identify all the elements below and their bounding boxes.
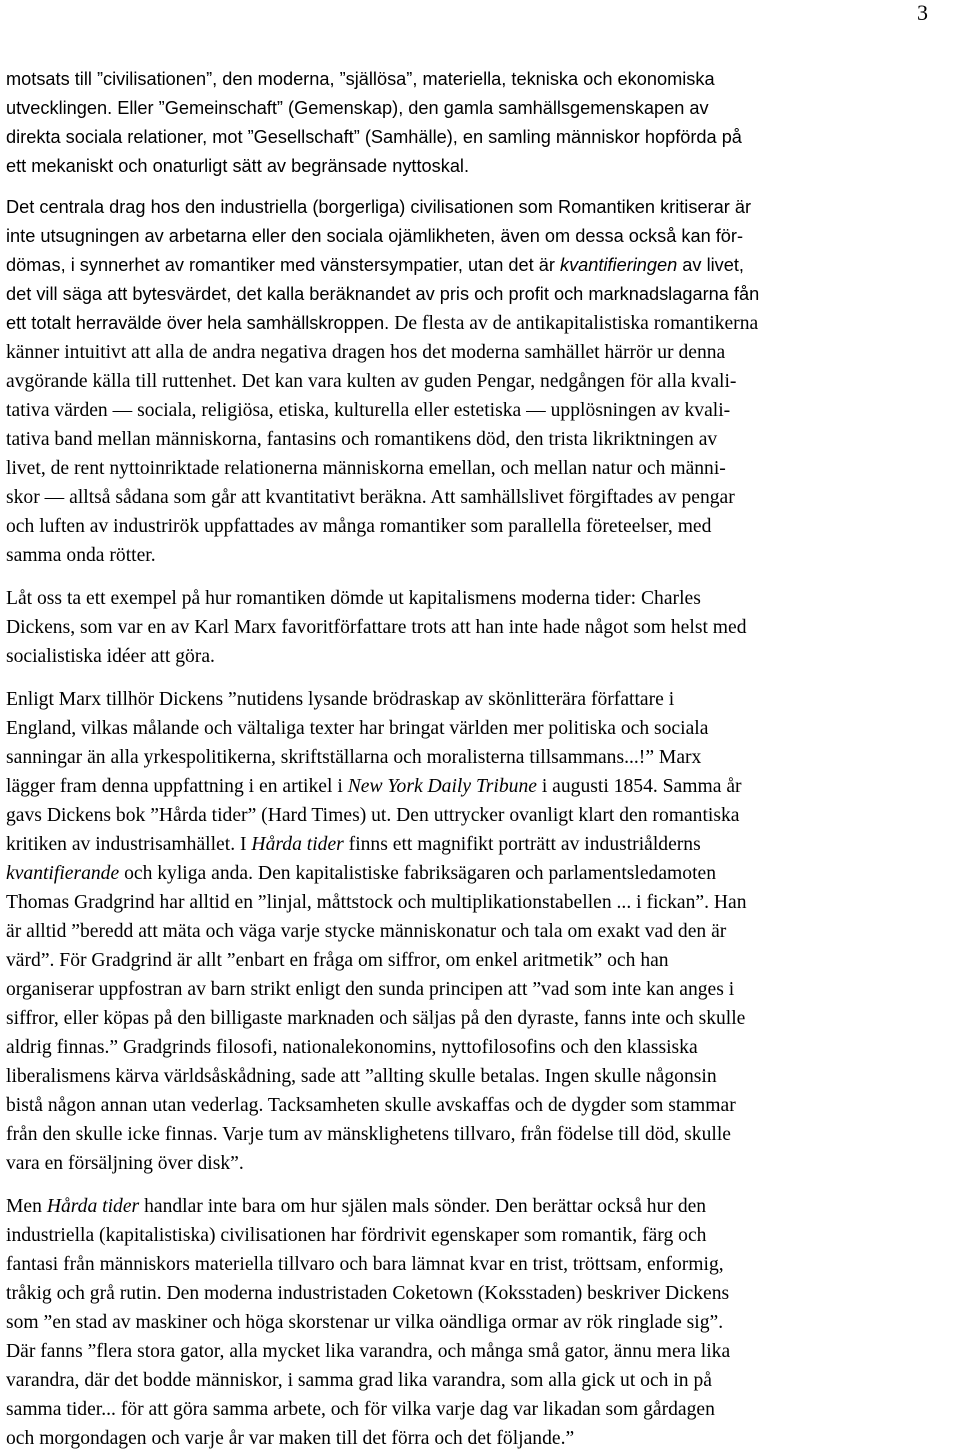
text-line: motsats till ”civilisationen”, den moderna, ”själlösa”, materiella, tekniska och ekonomiska	[6, 69, 715, 89]
paragraph-3	[6, 584, 958, 671]
text-line: ett mekaniskt och onaturligt sätt av begränsade nyttoskal.	[6, 156, 470, 176]
text-line: organiserar uppfostran av barn strikt enligt den sunda principen att ”vad som inte kan anges i	[6, 979, 735, 1000]
text-line: socialistiska idéer att göra.	[6, 646, 215, 667]
text-line: skor — alltså sådana som går att kvantitativt beräkna. Att samhällslivet förgiftades av pengar	[6, 487, 735, 508]
text-line: England, vilkas målande och vältaliga texter har bringat världen mer politiska och sociala	[6, 718, 709, 739]
text-line: samma tider... för att göra samma arbete, och för vilka varje dag var likadan som gårdagen	[6, 1399, 715, 1420]
text-line: Där fanns ”flera stora gator, alla mycket lika varandra, och många små gator, ännu mera lika	[6, 1341, 731, 1362]
text-line: Enligt Marx tillhör Dickens ”nutidens lysande brödraskap av skönlitterära författare i	[6, 689, 675, 710]
document-body	[6, 65, 958, 1453]
text-line: och luften av industrirök uppfattades av många romantiker som parallella företeelser, med	[6, 516, 712, 537]
page-number: 3	[917, 0, 928, 25]
text-line: liberalismens kärva världsåskådning, sade att ”allting skulle betalas. Ingen skulle någonsin	[6, 1066, 717, 1087]
text-line: sanningar än alla yrkespolitikerna, skriftställarna och moralisterna tillsammans...!” Marx	[6, 747, 702, 768]
text-line: Det centrala drag hos den industriella (borgerliga) civilisationen som Romantiken kritiserar är	[6, 197, 752, 217]
text-line: känner intuitivt att alla de andra negativa dragen hos det moderna samhället härrör ur denna	[6, 342, 726, 363]
paragraph-2	[6, 193, 958, 570]
text-line: gavs Dickens bok ”Hårda tider” (Hard Times) ut. Den uttrycker ovanligt klart den romantiska	[6, 805, 740, 826]
paragraph-1	[6, 65, 958, 181]
text-line: vara en försäljning över disk”.	[6, 1153, 244, 1174]
text-line: som ”en stad av maskiner och höga skorstenar ur vilka oändliga ormar av rök ringlade sig”.	[6, 1312, 724, 1333]
text-line: värd”. För Gradgrind är allt ”enbart en fråga om siffror, om enkel aritmetik” och han	[6, 950, 669, 971]
paragraph-5	[6, 1192, 958, 1453]
text-line: tativa värden — sociala, religiösa, etiska, kulturella eller estetiska — upplösningen av kvali-	[6, 400, 731, 421]
text-line: livet, de rent nyttoinriktade relationerna människorna emellan, och mellan natur och männi-	[6, 458, 726, 479]
text-line: och morgondagen och varje år var maken till det förra och det följande.”	[6, 1428, 575, 1449]
text-line: samma onda rötter.	[6, 545, 156, 566]
text-line: varandra, där det bodde människor, i samma grad lika varandra, som alla gick ut och in på	[6, 1370, 712, 1391]
text-line: är alltid ”beredd att mäta och väga varje stycke människonatur och tala om exakt vad den är	[6, 921, 727, 942]
text-line: det vill säga att bytesvärdet, det kalla beräknandet av pris och profit och marknadslagarna fån	[6, 284, 760, 304]
text-line: tativa band mellan människorna, fantasins och romantikens död, den trista likriktningen av	[6, 429, 718, 450]
text-line: kvantifierande och kyliga anda. Den kapitalistiske fabriksägaren och parlamentsledamoten	[6, 863, 717, 884]
text-line: direkta sociala relationer, mot ”Gesellschaft” (Samhälle), en samling människor hopförda på	[6, 127, 742, 147]
text-line: lägger fram denna uppfattning i en artikel i New York Daily Tribune i augusti 1854. Samma år	[6, 776, 742, 797]
text-line: bistå någon annan utan vederlag. Tacksamheten skulle avskaffas och de dygder som stammar	[6, 1095, 736, 1116]
text-line: siffror, eller köpas på den billigaste marknaden och säljas på den dyraste, fanns inte och skulle	[6, 1008, 746, 1029]
text-line: ett totalt herravälde över hela samhällskroppen. De flesta av de antikapitalistiska romantikerna	[6, 313, 759, 334]
text-line: aldrig finnas.” Gradgrinds filosofi, nationalekonomins, nyttofilosofins och den klassiska	[6, 1037, 698, 1058]
text-line: kritiken av industrisamhället. I Hårda tider finns ett magnifikt porträtt av industriålderns	[6, 834, 701, 855]
text-line: tråkig och grå rutin. Den moderna industristaden Coketown (Koksstaden) beskriver Dickens	[6, 1283, 730, 1304]
text-line: fantasi från människors materiella tillvaro och bara lämnat kvar en trist, tröttsam, enformig,	[6, 1254, 724, 1275]
text-line: avgörande källa till ruttenhet. Det kan vara kulten av guden Pengar, nedgången för alla kvali-	[6, 371, 737, 392]
text-line: dömas, i synnerhet av romantiker med vänstersympatier, utan det är kvantifieringen av livet,	[6, 255, 744, 275]
text-line: från den skulle icke finnas. Varje tum av mänsklighetens tillvaro, från födelse till död, skulle	[6, 1124, 731, 1145]
text-line: Men Hårda tider handlar inte bara om hur själen mals sönder. Den berättar också hur den	[6, 1196, 707, 1217]
text-line: Thomas Gradgrind har alltid en ”linjal, måttstock och multiplikationstabellen ... i fickan”. Han	[6, 892, 747, 913]
text-line: industriella (kapitalistiska) civilisationen har fördrivit egenskaper som romantik, färg och	[6, 1225, 707, 1246]
text-line: Låt oss ta ett exempel på hur romantiken dömde ut kapitalismens moderna tider: Charles	[6, 588, 701, 609]
text-line: utvecklingen. Eller ”Gemeinschaft” (Gemenskap), den gamla samhällsgemenskapen av	[6, 98, 709, 118]
text-line: inte utsugningen av arbetarna eller den sociala ojämlikheten, även om dessa också kan för-	[6, 226, 744, 246]
text-line: Dickens, som var en av Karl Marx favoritförfattare trots att han inte hade något som helst med	[6, 617, 747, 638]
paragraph-4	[6, 685, 958, 1178]
